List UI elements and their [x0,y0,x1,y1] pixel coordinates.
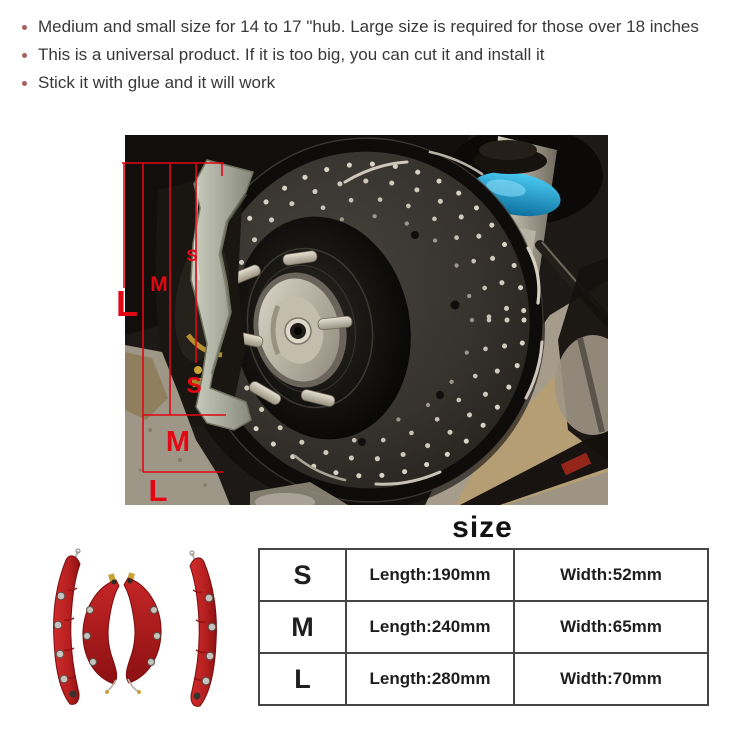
table-row-l [259,653,708,705]
brake-photo [125,130,615,510]
feature-item [20,73,735,93]
bullet-icon [22,81,27,86]
label-s-caliper: S [186,246,198,265]
feature-text: Medium and small size for 14 to 17 "hub. Large size is required for those over 18 inches [38,17,699,36]
cover-right [190,551,216,706]
brake-measurement-photo [110,130,615,510]
caliper-covers-image [30,548,240,720]
width-cell: Width:70mm [514,653,708,705]
width-cell: Width:52mm [514,549,708,601]
feature-list [20,17,735,101]
length-cell: Length:240mm [346,601,514,653]
caliper-covers-svg [30,548,240,720]
label-m-bottom: M [165,426,191,458]
cover-middle-pair [83,572,161,694]
size-title: size [452,511,513,544]
label-m-caliper: M [150,273,168,296]
brake-photo-svg [110,130,615,510]
bullet-icon [22,53,27,58]
size-cell: L [259,653,346,705]
table-row-m [259,601,708,653]
bullet-icon [22,25,27,30]
feature-item [20,17,735,37]
label-l-caliper: L [116,283,138,324]
size-cell: M [259,601,346,653]
length-cell: Length:280mm [346,653,514,705]
cover-left [54,549,80,704]
feature-item [20,45,735,65]
feature-text: This is a universal product. If it is too big, you can cut it and install it [38,45,545,64]
size-table [258,548,709,706]
label-s-bottom: S [186,372,202,398]
width-cell: Width:65mm [514,601,708,653]
size-cell: S [259,549,346,601]
table-row-s [259,549,708,601]
label-l-bottom: L [148,473,168,508]
feature-text: Stick it with glue and it will work [38,73,276,92]
length-cell: Length:190mm [346,549,514,601]
